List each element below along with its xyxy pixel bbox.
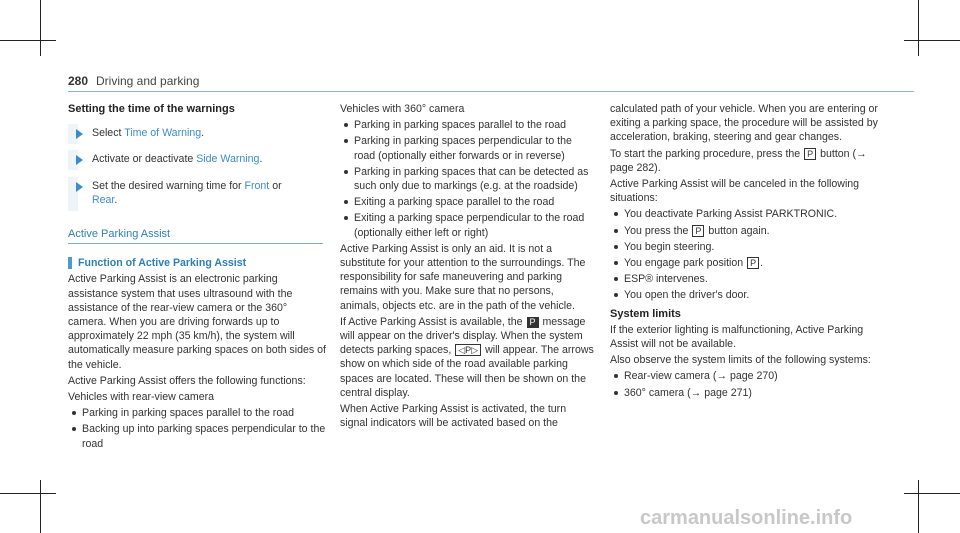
menu-link[interactable]: Rear [92,193,115,206]
paragraph: Active Parking Assist will be canceled in the following situations: [610,178,860,205]
header-divider [68,91,914,92]
list-item: Parking in parking spaces that can be detected as such only due to markings (e.g. at the roadside) [340,165,596,193]
list-item: Parking in parking spaces perpendicular to the road (optionally either forwards or in reverse) [340,134,596,162]
step-arrow-icon [76,129,83,139]
step-arrow-icon [76,182,83,192]
heading-warning-time: Setting the time of the warnings [68,103,235,115]
crop-mark [904,40,960,41]
crop-mark [0,493,56,494]
list-item: Parking in parking spaces parallel to the road [68,406,326,420]
list-item: You engage park position P . [610,256,880,270]
list-item: You deactivate Parking Assist PARKTRONIC. [610,207,880,221]
column-1 [68,102,326,453]
list-item: You press the P button again. [610,224,880,238]
subsection-title: Function of Active Parking Assist [68,256,326,270]
list-item: You open the driver's door. [610,288,880,302]
paragraph: calculated path of your vehicle. When you are entering or exiting a parking space, the procedure will be assisted by acceleration, braking, steering and gear changes. [610,103,878,144]
step-3: Set the desired warning time for Front or Rear. [68,179,326,207]
paragraph: If the exterior lighting is malfunctioning, Active Parking Assist will not be available. [610,323,864,351]
watermark: carmanualsonline.info [640,507,853,529]
menu-link[interactable]: Time of Warning [124,127,202,140]
list-item: ESP® intervenes. [610,272,880,286]
parking-assist-button-icon: P [804,148,816,160]
paragraph: If Active Parking Assist is available, the P message will appear on the driver's display. When the system detects parking spaces, ◁P▷ will appear. The arrows show on which side of the road available parking spaces are located. These will then be shown on the central display. [340,315,594,399]
paragraph: Vehicles with 360° camera [340,103,465,115]
step-1: Select Time of Warning. [68,126,326,140]
parking-space-arrows-icon: ◁P▷ [455,344,481,356]
crop-mark [0,40,56,41]
list-item: Backing up into parking spaces perpendicular to the road [68,422,326,450]
list-item: Exiting a parking space parallel to the road [340,195,596,209]
crop-mark [40,480,41,533]
step-2: Activate or deactivate Side Warning. [68,152,326,166]
paragraph: Vehicles with rear-view camera [68,391,215,404]
column-3 [610,102,880,402]
system-limits-heading: System limits [610,307,681,320]
column-2 [340,102,596,432]
section-divider [68,243,323,244]
paragraph: Active Parking Assist offers the following functions: [68,374,306,387]
page-number: 280 [68,74,89,88]
paragraph: Active Parking Assist is an electronic parking assistance system that uses ultrasound with the assistance of the rear-view camera or the 360° camera. When you are driving forwards up to approximately 22 mph (35 km/h), the system will automatically measure parking spaces on both sides of the vehicle. [68,273,326,371]
parking-assist-button-icon: P [692,225,704,237]
paragraph: Also observe the system limits of the following systems: [610,354,871,367]
menu-link[interactable]: Side Warning [196,153,260,166]
paragraph: To start the parking procedure, press the P button (→ page 282). [610,147,867,174]
paragraph: When Active Parking Assist is activated, the turn signal indicators will be activated based on the [340,403,567,430]
list-item: Parking in parking spaces parallel to the road [340,118,596,132]
menu-link[interactable]: Front [244,179,270,192]
park-position-icon: P [747,257,759,269]
section-title: Active Parking Assist [68,228,171,241]
list-item: Rear-view camera (→ page 270) [610,369,880,383]
crop-mark [918,480,919,533]
list-item: You begin steering. [610,240,880,254]
list-item: 360° camera (→ page 271) [610,386,880,400]
step-arrow-icon [76,155,83,165]
page-section-title: Driving and parking [96,74,200,88]
list-item: Exiting a parking space perpendicular to the road (optionally either left or right) [340,211,596,239]
crop-mark [918,0,919,56]
parking-message-icon: P [527,317,539,328]
crop-mark [904,493,960,494]
paragraph: Active Parking Assist is only an aid. It is not a substitute for your attention to the surroundings. The responsibility for safe maneuvering and parking remains with you. Make sure that no persons, animals, objects etc. are in the path of the vehicle. [340,242,586,312]
crop-mark [40,0,41,56]
